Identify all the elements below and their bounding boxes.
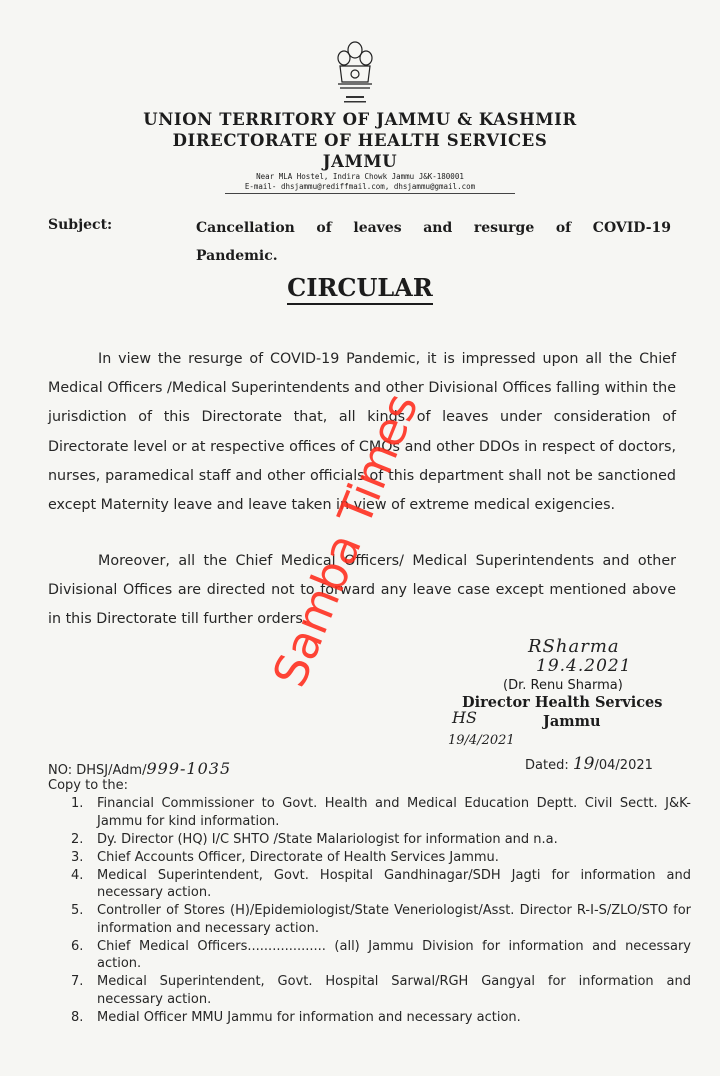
copy-list — [71, 795, 691, 1027]
subject-label: Subject: — [48, 217, 113, 233]
header-email: E-mail- dhsjammu@rediffmail.com, dhsjammu@gmail.com — [244, 182, 476, 191]
copy-list-item — [71, 1009, 691, 1027]
watermark — [240, 390, 500, 710]
copy-list-number: 7. — [71, 974, 84, 989]
copy-list-text: Financial Commissioner to Govt. Health and Medical Education Deptt. Civil Sectt. J&K- Jammu for kind information. — [97, 796, 691, 829]
copy-list-number: 1. — [71, 796, 84, 811]
header-address: Near MLA Hostel, Indira Chowk Jammu J&K-180001 — [256, 172, 464, 181]
reference-number-handwritten: 999-1035 — [146, 759, 232, 778]
copy-list-item — [71, 867, 691, 902]
copy-list-item — [71, 973, 691, 1008]
dated — [525, 754, 653, 774]
copy-list-item — [71, 831, 691, 849]
copy-list-number: 3. — [71, 849, 84, 865]
watermark-text: Samba Times — [262, 390, 429, 695]
signatory-name: (Dr. Renu Sharma) — [503, 678, 623, 693]
reference-number — [48, 759, 231, 778]
dated-label: Dated: — [525, 758, 569, 773]
dated-rest: /04/2021 — [594, 758, 653, 773]
copy-list-item — [71, 849, 691, 867]
copy-list-text: Medical Superintendent, Govt. Hospital Gandhinagar/SDH Jagti for information and necessary action. — [97, 867, 691, 900]
circular-title — [0, 273, 720, 302]
signatory-place: Jammu — [543, 713, 601, 730]
signatory-title: Director Health Services — [462, 694, 663, 711]
copy-list-text: Chief Accounts Officer, Directorate of Health Services Jammu. — [97, 849, 499, 865]
copy-list-number: 5. — [71, 903, 84, 918]
copy-list-item — [71, 902, 691, 937]
header-rule — [225, 193, 515, 194]
dated-handwritten-day: 19 — [572, 754, 595, 774]
copy-list-number: 8. — [71, 1009, 84, 1025]
handwritten-signature: RSharma — [528, 636, 620, 657]
header-line-3: JAMMU — [322, 152, 398, 171]
copy-list-text: Chief Medical Officers................... (all) Jammu Division for information and necessary action. — [97, 938, 691, 971]
circular-title-text: CIRCULAR — [287, 273, 433, 305]
copy-list-text: Controller of Stores (H)/Epidemiologist/State Veneriologist/Asst. Director R-I-S/ZLO/STO for information and necessary action. — [97, 903, 691, 936]
header-line-1: UNION TERRITORY OF JAMMU & KASHMIR — [143, 110, 577, 129]
copy-to-label: Copy to the: — [48, 778, 129, 793]
reference-number-label: NO: DHSJ/Adm/ — [48, 763, 147, 778]
header-line-2: DIRECTORATE OF HEALTH SERVICES — [172, 131, 548, 150]
copy-list-item — [71, 938, 691, 973]
copy-list-number: 6. — [71, 938, 84, 954]
body-paragraph-2: Moreover, all the Chief Medical Officers/ Medical Superintendents and other Divisional Offices are directed not to forward any leave case except mentioned above in this Directorate till further orders. — [48, 553, 676, 628]
body-paragraph-1: In view the resurge of COVID-19 Pandemic, it is impressed upon all the Chief Medical Officers /Medical Superintendents and other Divisional Offices falling within the jurisdiction of this Directorate that, all kinds of leaves under consideration of Directorate level or at respective offices of CMOs and other DDOs in respect of doctors, nurses, paramedical staff and other officials of this department shall not be sanctioned except Maternity leave and leave taken in view of extreme medical exigencies. — [48, 351, 676, 514]
copy-list-number: 4. — [71, 867, 84, 883]
copy-list-text: Medial Officer MMU Jammu for information and necessary action. — [97, 1009, 521, 1025]
signature-date: 19.4.2021 — [536, 656, 632, 676]
subject-text: Cancellation of leaves and resurge of COVID-19 Pandemic. — [196, 220, 671, 264]
copy-list-item — [71, 795, 691, 830]
national-emblem-icon — [332, 38, 378, 110]
copy-list-text: Dy. Director (HQ) I/C SHTO /State Malariologist for information and n.a. — [97, 831, 558, 847]
copy-list-text: Medical Superintendent, Govt. Hospital Sarwal/RGH Gangyal for information and necessary action. — [97, 974, 691, 1007]
copy-list-number: 2. — [71, 831, 84, 847]
initials-date: 19/4/2021 — [448, 733, 515, 748]
initials: HS — [452, 708, 477, 727]
